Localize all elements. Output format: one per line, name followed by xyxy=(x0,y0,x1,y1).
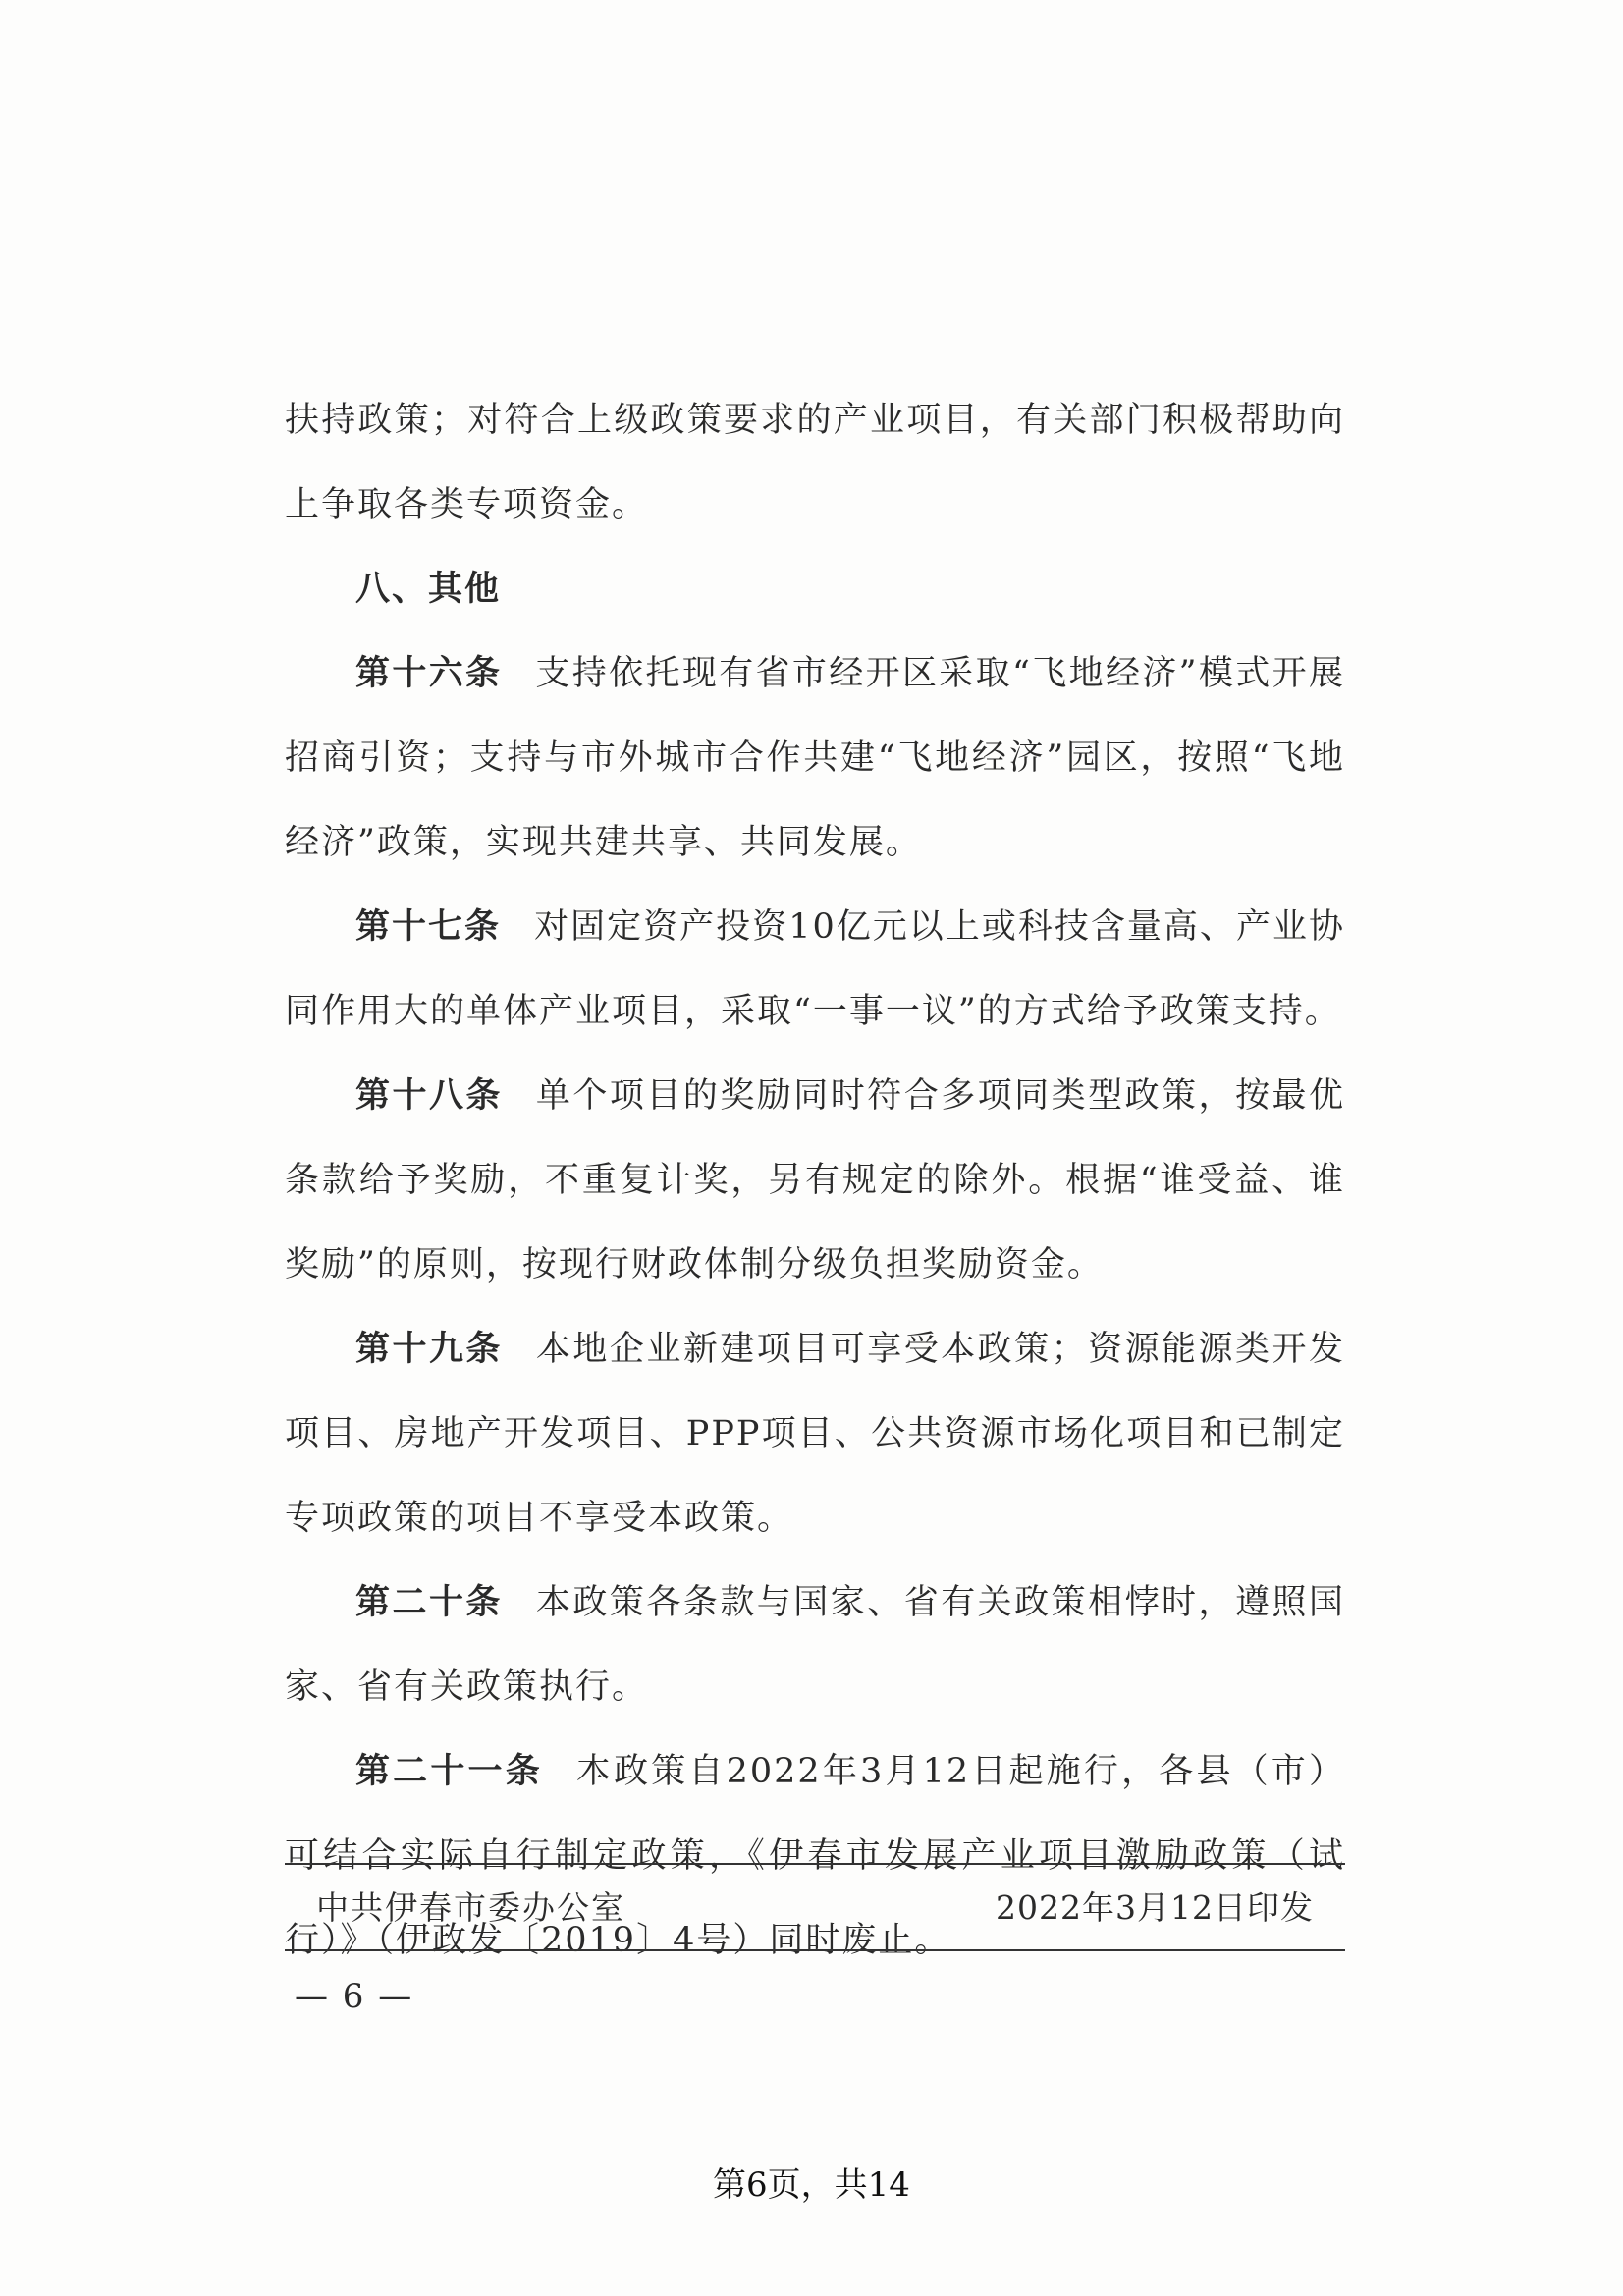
page-number: — 6 — xyxy=(295,1977,414,2016)
issuer-name: 中共伊春市委办公室 xyxy=(316,1888,625,1927)
article-text: 本政策各条款与国家、省有关政策相悖时，遵照国家、省有关政策执行。 xyxy=(285,1583,1345,1707)
article-text: 本地企业新建项目可享受本政策；资源能源类开发项目、房地产开发项目、PPP项目、公共资源市场化项目和已制定专项政策的项目不享受本政策。 xyxy=(285,1330,1345,1538)
article-17 xyxy=(285,885,1345,1054)
footer-bottom-rule xyxy=(285,1949,1345,1951)
article-text: 本政策自2022年3月12日起施行，各县（市）可结合实际自行制定政策，《伊春市发展产业项目激励政策（试行）》（伊政发〔2019〕4号）同时废止。 xyxy=(285,1752,1345,1960)
viewer-page-counter: 第6页，共14 xyxy=(713,2165,910,2205)
imprint-row xyxy=(285,1871,1345,1945)
article-18 xyxy=(285,1054,1345,1307)
article-text: 支持依托现有省市经开区采取“飞地经济”模式开展招商引资；支持与市外城市合作共建“飞地经济”园区，按照“飞地经济”政策，实现共建共享、共同发展。 xyxy=(285,654,1345,862)
section-heading: 八、其他 xyxy=(355,569,502,609)
article-20 xyxy=(285,1560,1345,1729)
article-label: 第十六条 xyxy=(355,653,503,693)
print-date: 2022年3月12日印发 xyxy=(996,1888,1314,1927)
article-text: 对固定资产投资10亿元以上或科技含量高、产业协同作用大的单体产业项目，采取“一事一议”的方式给予政策支持。 xyxy=(285,907,1345,1031)
footer-top-rule xyxy=(285,1863,1345,1865)
article-label: 第十七条 xyxy=(355,906,502,947)
article-label: 第十八条 xyxy=(355,1075,503,1116)
document-body xyxy=(285,378,1345,1983)
article-text: 单个项目的奖励同时符合多项同类型政策，按最优条款给予奖励，不重复计奖，另有规定的除外。根据“谁受益、谁奖励”的原则，按现行财政体制分级负担奖励资金。 xyxy=(285,1076,1345,1285)
article-label: 第二十条 xyxy=(355,1582,503,1622)
article-19 xyxy=(285,1307,1345,1560)
article-16 xyxy=(285,631,1345,885)
article-label: 第二十一条 xyxy=(355,1751,543,1791)
article-label: 第十九条 xyxy=(355,1329,503,1369)
intro-paragraph: 扶持政策；对符合上级政策要求的产业项目，有关部门积极帮助向上争取各类专项资金。 xyxy=(285,401,1345,524)
